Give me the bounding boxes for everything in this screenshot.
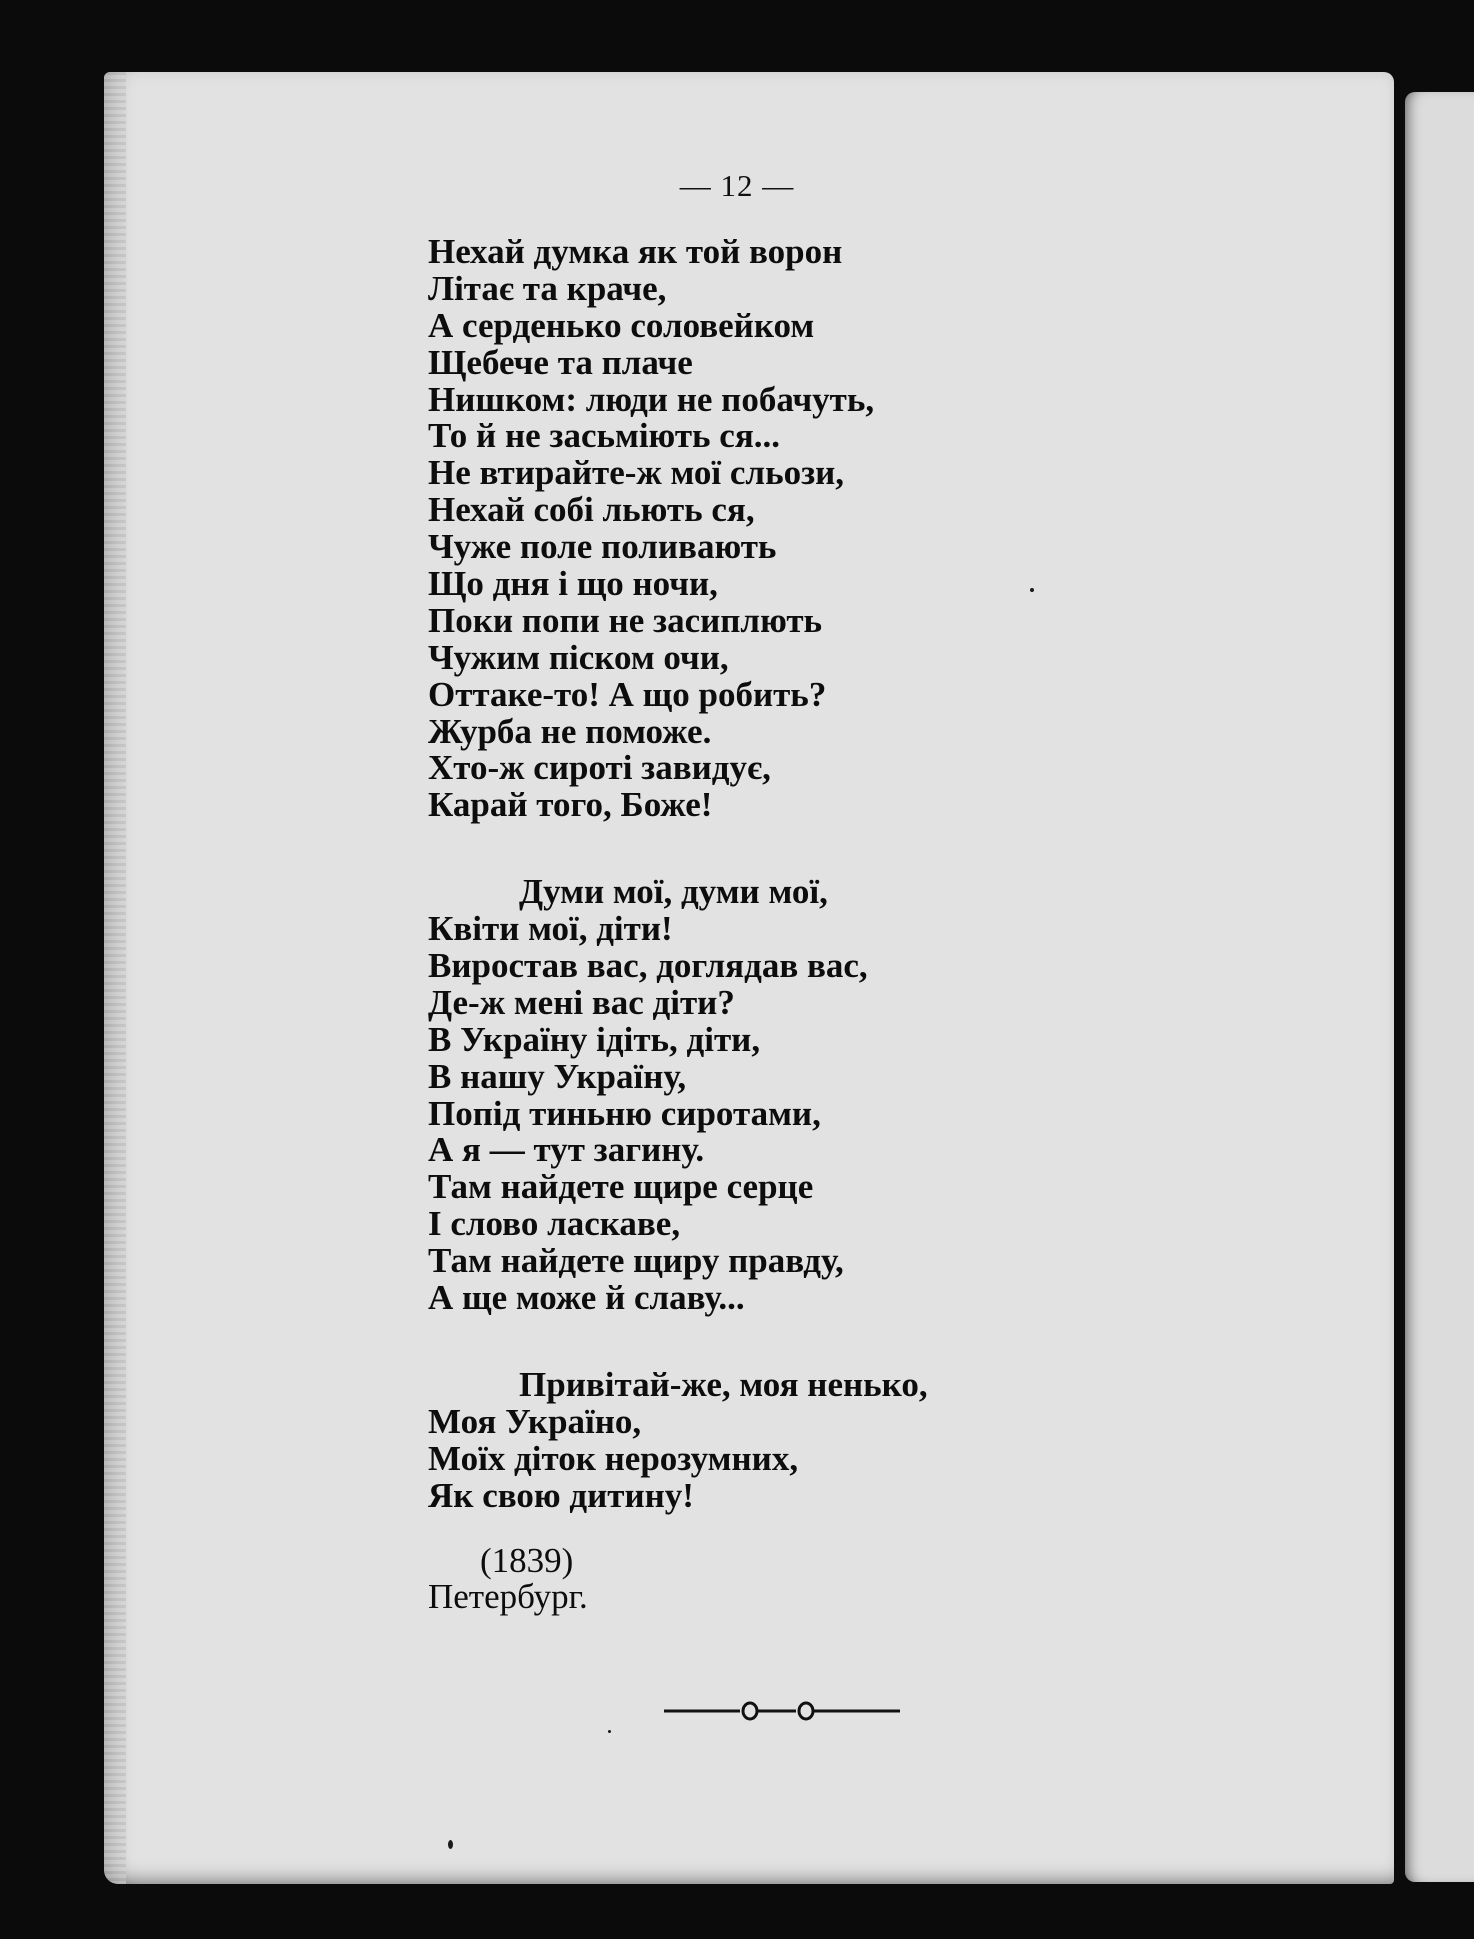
print-speck: [608, 1730, 611, 1733]
poem-line: Моя Україно,: [428, 1401, 642, 1441]
poem-line: Нехай думка як той ворон: [428, 232, 843, 271]
poem-line: Там найдете щиру правду,: [428, 1241, 844, 1281]
poem-line: Попід тиньню сиротами,: [428, 1093, 821, 1133]
poem-line: Думи мої, думи мої,: [519, 872, 828, 912]
stanza-gap: [428, 824, 1328, 874]
ornament-circle-right: [799, 1703, 813, 1719]
poem-line: А ще може й славу...: [428, 1278, 745, 1318]
poem-line: Нехай собі льють ся,: [428, 490, 755, 530]
poem-line: Щебече та плаче: [428, 342, 693, 382]
stanza-3: [428, 1364, 1328, 1515]
poem-text: [428, 234, 1328, 1616]
poem-line: Як свою дитину!: [428, 1475, 694, 1515]
poem-line: Чуже поле поливають: [428, 527, 777, 567]
poem-line: Чужим піском очи,: [428, 637, 729, 677]
poem-line: А я — тут загину.: [428, 1130, 705, 1170]
poem-line: В нашу Україну,: [428, 1056, 687, 1096]
poem-line: Оттаке-то! А що робить?: [428, 674, 827, 714]
print-speck: [1030, 588, 1034, 592]
poem-line: То й не засьміють ся...: [428, 416, 781, 456]
poem-line: Літає та краче,: [428, 268, 667, 308]
stanza-gap: [428, 1317, 1328, 1367]
poem-line: Поки попи не засиплють: [428, 600, 823, 640]
poem-line: Нишком: люди не побачуть,: [428, 379, 875, 419]
poem-line: Хто-ж сироті завидує,: [428, 748, 771, 788]
poem-line: Там найдете щире серце: [428, 1167, 814, 1207]
poem-line: Журба не поможе.: [428, 711, 712, 751]
poem-line: В Україну ідіть, діти,: [428, 1019, 761, 1059]
poem-line: Квіти мої, діти!: [428, 909, 673, 949]
print-speck: [448, 1840, 453, 1849]
page-number: — 12 —: [679, 168, 795, 203]
poem-line: Не втирайте-ж мої сльози,: [428, 453, 845, 493]
stanza-1: [428, 234, 1328, 824]
end-ornament: [664, 1696, 904, 1726]
poem-line: А серденько соловейком: [428, 305, 815, 345]
poem-line: Де-ж мені вас діти?: [428, 982, 735, 1022]
ornament-circle-left: [743, 1703, 757, 1719]
poem-line: Привітай-же, моя ненько,: [519, 1364, 928, 1404]
poem-line: Виростав вас, доглядав вас,: [428, 946, 868, 986]
next-page-edge: [1405, 92, 1474, 1882]
poem-line: Карай того, Боже!: [428, 785, 713, 825]
poem-line: Моїх діток нерозумних,: [428, 1438, 799, 1478]
stanza-2: [428, 874, 1328, 1317]
poem-date: (1839): [480, 1540, 574, 1580]
poem-place: Петербург.: [428, 1577, 588, 1617]
poem-line: Що дня і що ночи,: [428, 564, 718, 604]
poem-line: І слово ласкаве,: [428, 1204, 681, 1244]
